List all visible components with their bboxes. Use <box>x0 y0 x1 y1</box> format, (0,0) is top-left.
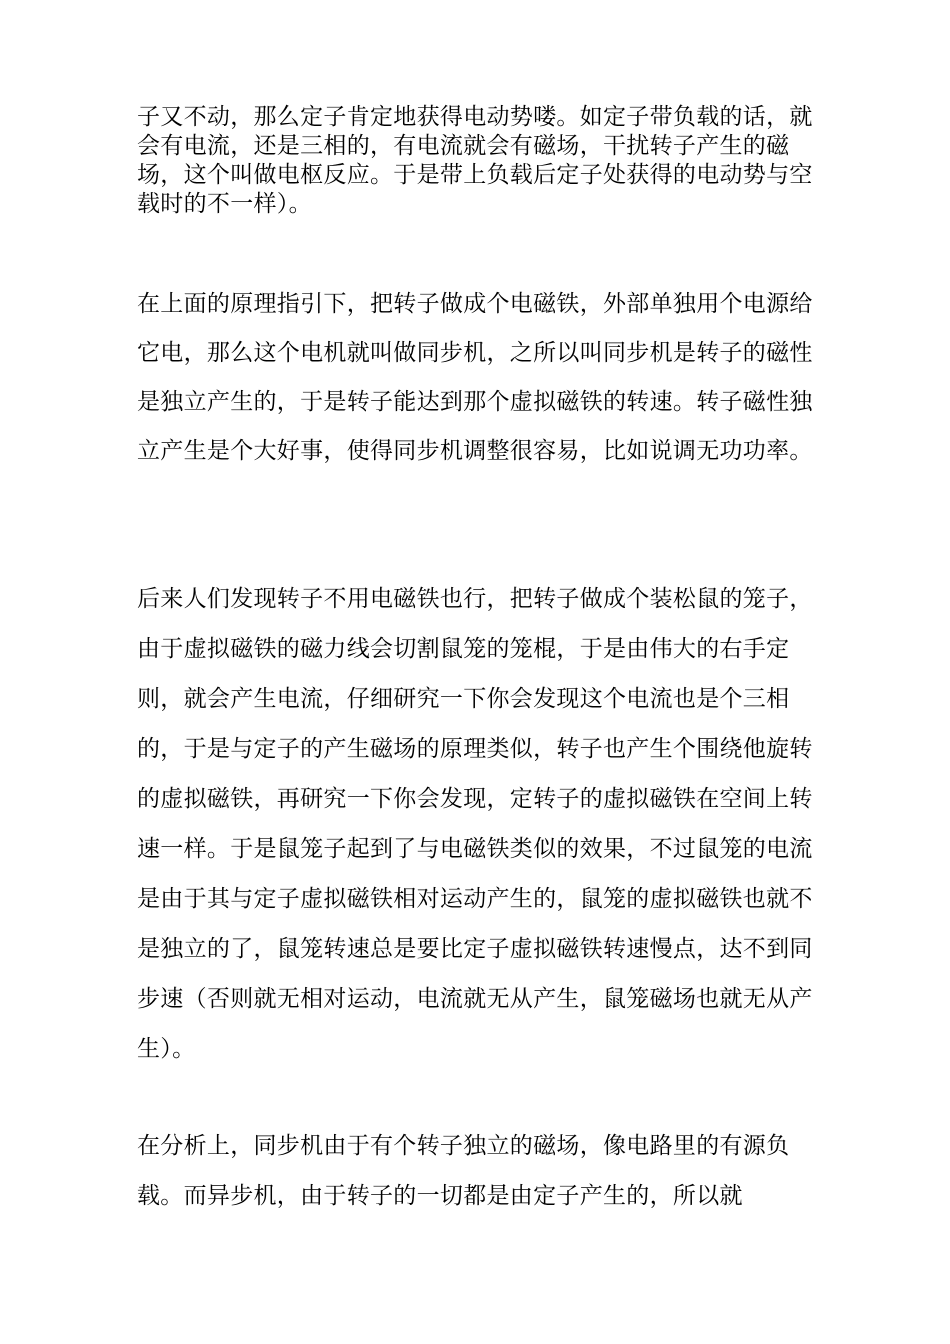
paragraph-armature-reaction: 子又不动，那么定子肯定地获得电动势喽。如定子带负载的话，就会有电流，还是三相的，有电流就会有磁场，干扰转子产生的磁场，这个叫做电枢反应。于是带上负载后定子处获得的电动势与空载时的不一样）。 <box>137 104 813 217</box>
paragraph-analysis: 在分析上，同步机由于有个转子独立的磁场，像电路里的有源负载。而异步机，由于转子的一切都是由定子产生的，所以就 <box>137 1133 790 1209</box>
paragraph-squirrel-cage: 后来人们发现转子不用电磁铁也行，把转子做成个装松鼠的笼子，由于虚拟磁铁的磁力线会切割鼠笼的笼棍，于是由伟大的右手定则，就会产生电流，仔细研究一下你会发现这个电流也是个三相的，于是与定子的产生磁场的原理类似，转子也产生个围绕他旋转的虚拟磁铁，再研究一下你会发现，定转子的虚拟磁铁在空间上转速一样。于是鼠笼子起到了与电磁铁类似的效果，不过鼠笼的电流是由于其与定子虚拟磁铁相对运动产生的，鼠笼的虚拟磁铁也就不是独立的了，鼠笼转速总是要比定子虚拟磁铁转速慢点，达不到同步速（否则就无相对运动，电流就无从产生，鼠笼磁场也就无从产生）。 <box>137 586 813 1062</box>
paragraph-synchronous-machine: 在上面的原理指引下，把转子做成个电磁铁，外部单独用个电源给它电，那么这个电机就叫做同步机，之所以叫同步机是转子的磁性是独立产生的，于是转子能达到那个虚拟磁铁的转速。转子磁性独立产生是个大好事，使得同步机调整很容易，比如说调无功功率。 <box>137 291 813 464</box>
